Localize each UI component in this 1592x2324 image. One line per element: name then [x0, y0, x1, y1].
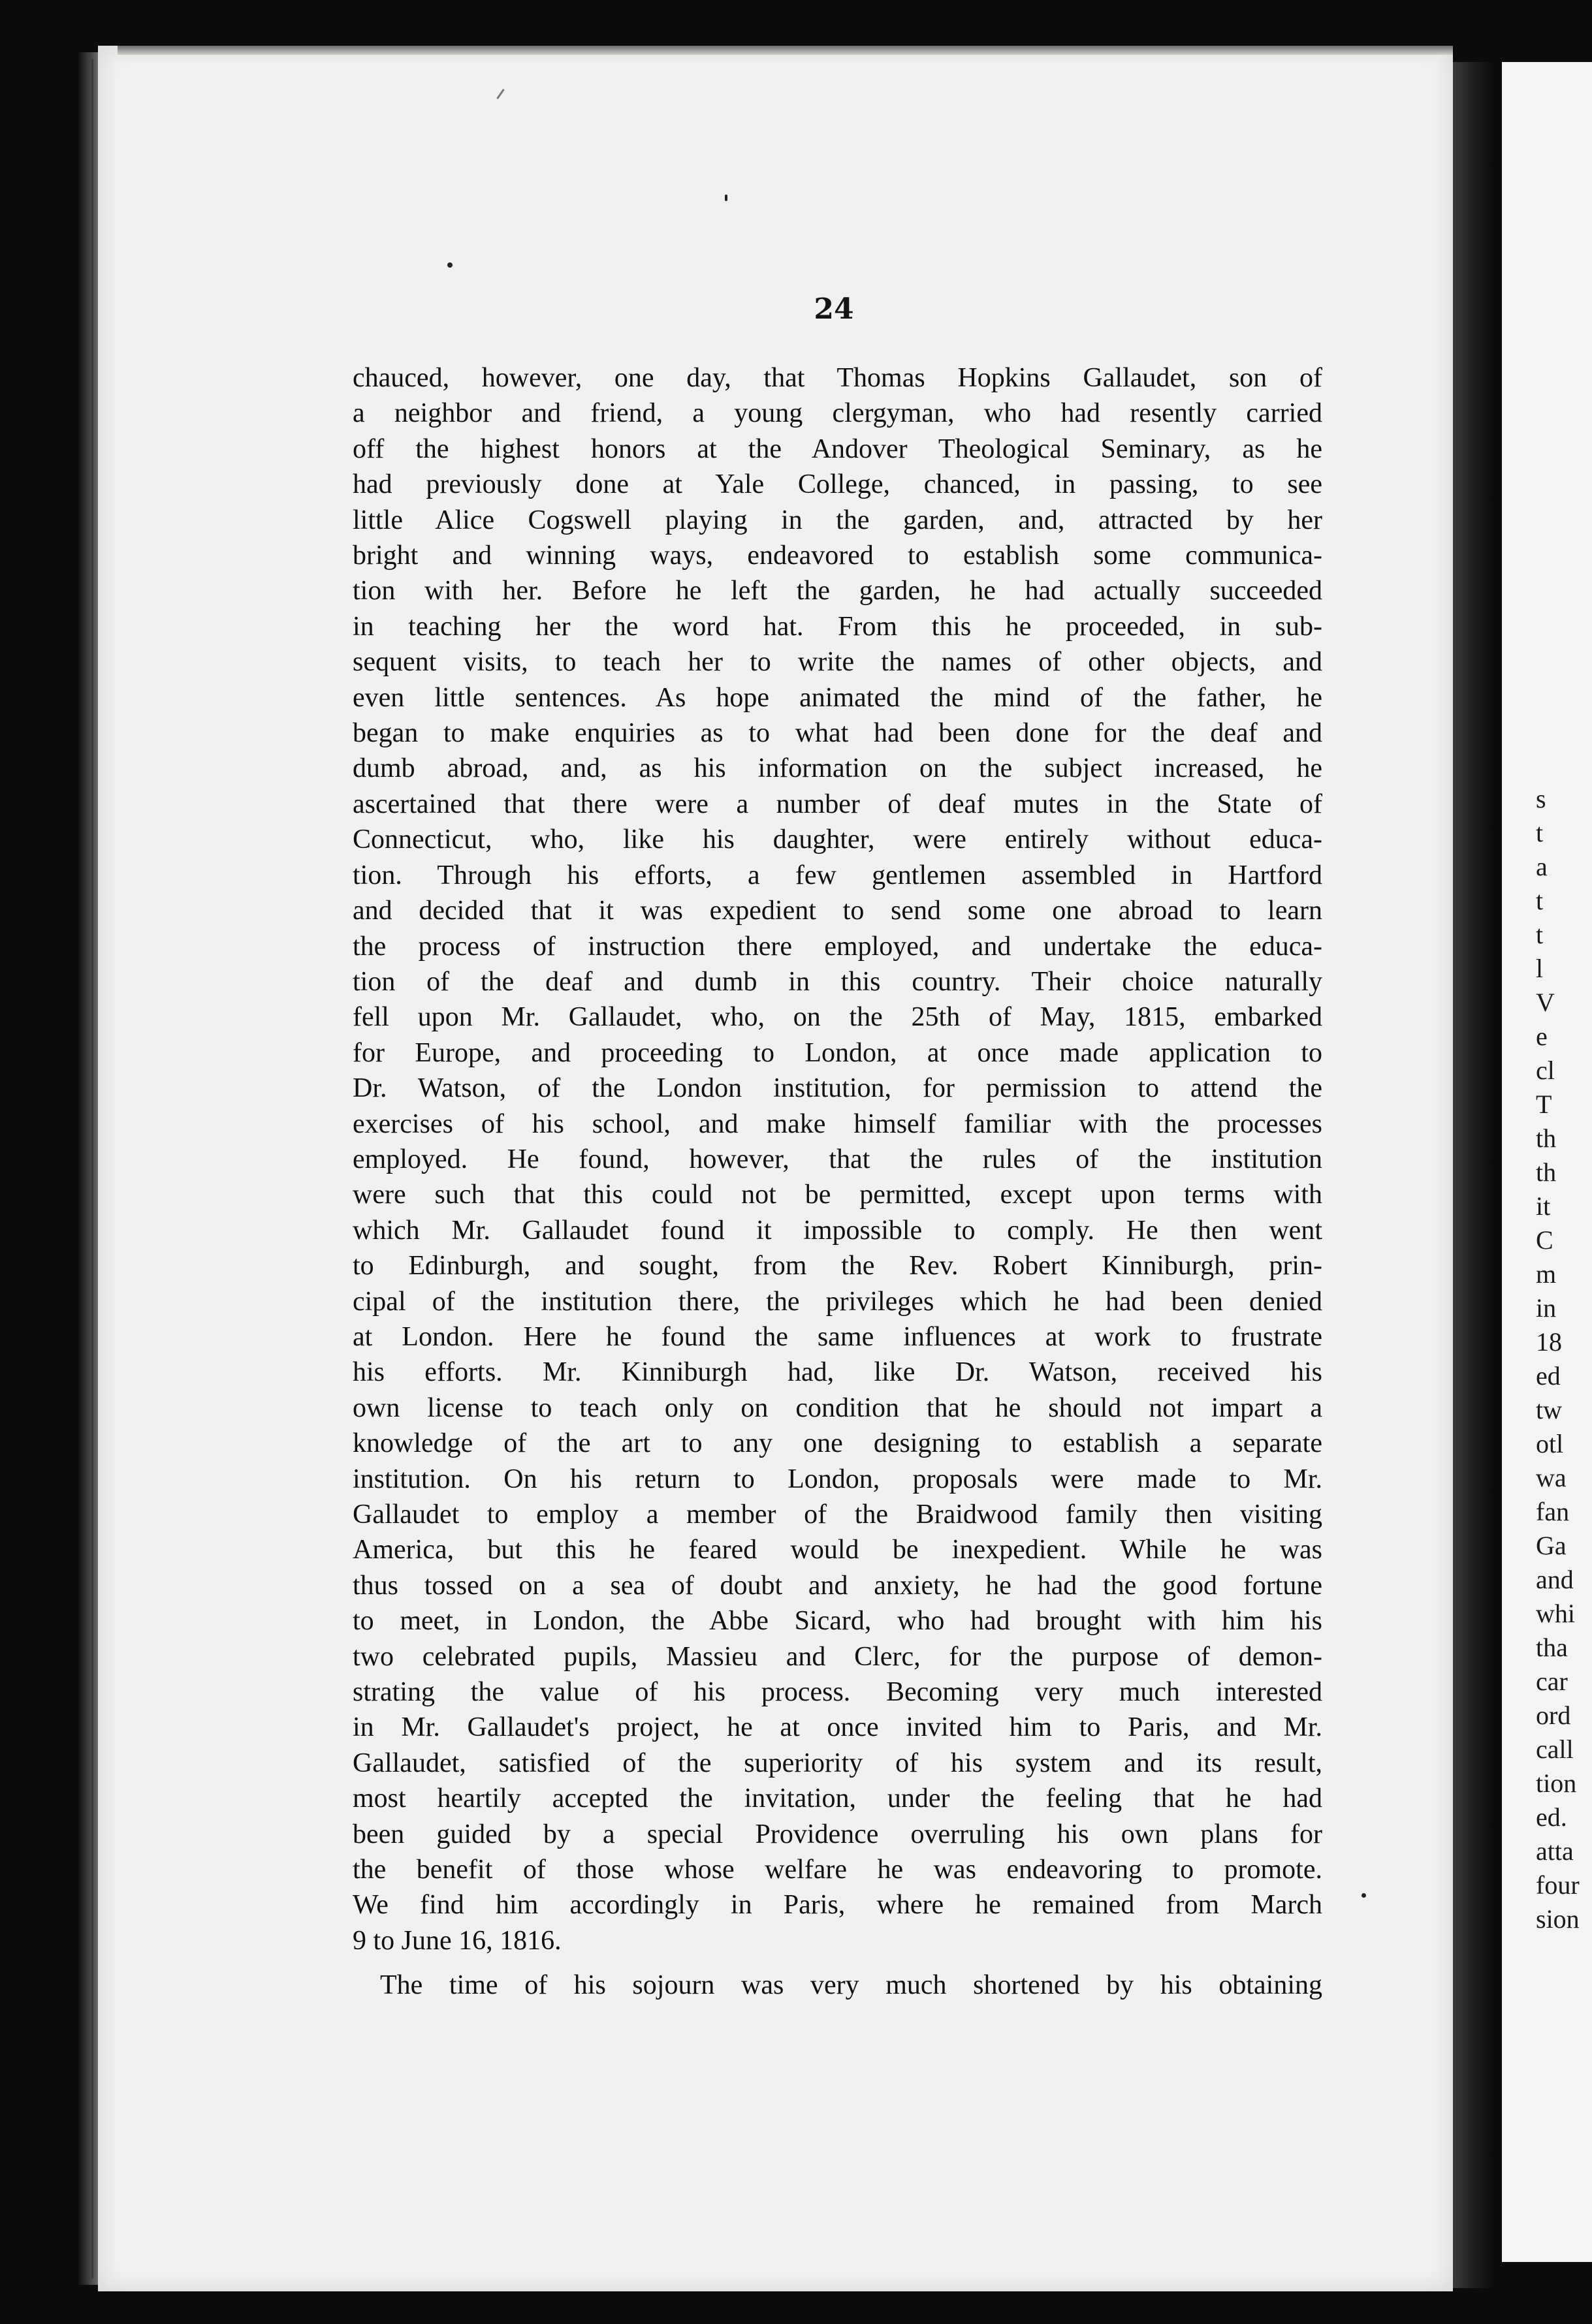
text-line: in Mr. Gallaudet's project, he at once invited him to Paris, and Mr. [353, 1712, 1322, 1743]
binding-edge-line [91, 59, 93, 2278]
adjacent-page-fragment: t [1536, 920, 1544, 949]
adjacent-page-fragment: otl [1536, 1429, 1564, 1458]
adjacent-page-fragment: fan [1536, 1497, 1570, 1526]
text-line: ascertained that there were a number of deaf mutes in the State of [353, 789, 1322, 819]
text-line: exercises of his school, and make himself familiar with the processes [353, 1108, 1322, 1139]
adjacent-page-fragment: th [1536, 1123, 1557, 1153]
adjacent-page-fragment: th [1536, 1157, 1557, 1187]
adjacent-page-fragment: 18 [1536, 1327, 1562, 1357]
text-line: a neighbor and friend, a young clergyman, who had resently carried [353, 398, 1322, 429]
text-line: been guided by a special Providence overruling his own plans for [353, 1819, 1322, 1849]
text-line: the process of instruction there employed, and undertake the educa- [353, 931, 1322, 962]
text-line: own license to teach only on condition that he should not impart a [353, 1392, 1322, 1423]
text-line: to meet, in London, the Abbe Sicard, who had brought with him his [353, 1606, 1322, 1637]
text-line: The time of his sojourn was very much shortened by his obtaining [380, 1970, 1322, 2001]
text-line: in teaching her the word hat. From this he proceeded, in sub- [353, 611, 1322, 642]
print-speck [447, 262, 453, 268]
text-line: little Alice Cogswell playing in the garden, and, attracted by her [353, 505, 1322, 535]
adjacent-page-fragment: t [1536, 818, 1544, 847]
text-line: Connecticut, who, like his daughter, were entirely without educa- [353, 824, 1322, 855]
adjacent-page-fragment: Ga [1536, 1531, 1567, 1560]
adjacent-page-fragment: a [1536, 852, 1548, 881]
text-line: chauced, however, one day, that Thomas Hopkins Gallaudet, son of [353, 363, 1322, 393]
page-top-edge [118, 46, 1453, 55]
text-line: knowledge of the art to any one designing to establish a separate [353, 1428, 1322, 1459]
adjacent-page-fragment: wa [1536, 1463, 1567, 1492]
adjacent-page-fragment: e [1536, 1022, 1548, 1051]
adjacent-page-fragment: and [1536, 1565, 1574, 1594]
text-line: for Europe, and proceeding to London, at once made application to [353, 1037, 1322, 1068]
adjacent-page-fragment: tw [1536, 1395, 1562, 1424]
text-line: two celebrated pupils, Massieu and Clerc, for the purpose of demon- [353, 1641, 1322, 1672]
text-line: Gallaudet to employ a member of the Braidwood family then visiting [353, 1500, 1322, 1530]
text-line: thus tossed on a sea of doubt and anxiety, he had the good fortune [353, 1570, 1322, 1601]
adjacent-page-fragment: four [1536, 1870, 1580, 1900]
page-body-text [353, 360, 1322, 2003]
adjacent-page-fragment: car [1536, 1667, 1568, 1696]
text-line: cipal of the institution there, the privileges which he had been denied [353, 1286, 1322, 1317]
paragraph-gap [353, 1958, 1322, 1968]
text-line: fell upon Mr. Gallaudet, who, on the 25th of May, 1815, embarked [353, 1002, 1322, 1033]
text-line: his efforts. Mr. Kinniburgh had, like Dr. Watson, received his [353, 1357, 1322, 1388]
adjacent-page-fragment: ed [1536, 1361, 1561, 1390]
text-line: began to make enquiries as to what had been done for the deaf and [353, 718, 1322, 749]
page-gutter-shadow [1453, 62, 1492, 2288]
adjacent-page-fragment: it [1536, 1191, 1551, 1221]
adjacent-page-fragment: s [1536, 784, 1546, 813]
adjacent-page-fragment: atta [1536, 1836, 1574, 1866]
adjacent-page-fragment: sion [1536, 1904, 1580, 1934]
text-line: Dr. Watson, of the London institution, for permission to attend the [353, 1073, 1322, 1104]
text-line: employed. He found, however, that the rules of the institution [353, 1144, 1322, 1174]
text-line: had previously done at Yale College, chanced, in passing, to see [353, 469, 1322, 500]
text-line: bright and winning ways, endeavored to establish some communica- [353, 541, 1322, 571]
text-line: even little sentences. As hope animated the mind of the father, he [353, 682, 1322, 713]
text-line: were such that this could not be permitted, except upon terms with [353, 1180, 1322, 1210]
text-line: dumb abroad, and, as his information on the subject increased, he [353, 753, 1322, 784]
text-line: Gallaudet, satisfied of the superiority of his system and its result, [353, 1748, 1322, 1778]
adjacent-page-fragment: ord [1536, 1701, 1571, 1730]
text-line: sequent visits, to teach her to write the names of other objects, and [353, 647, 1322, 678]
print-speck [1361, 1893, 1366, 1898]
text-line: tion. Through his efforts, a few gentlemen assembled in Hartford [353, 860, 1322, 890]
text-line: America, but this he feared would be inexpedient. While he was [353, 1535, 1322, 1565]
adjacent-page-fragment: ed. [1536, 1802, 1567, 1832]
adjacent-page-fragment: t [1536, 886, 1544, 915]
adjacent-page-fragment: in [1536, 1293, 1557, 1323]
text-line: institution. On his return to London, proposals were made to Mr. [353, 1464, 1322, 1494]
adjacent-page-fragment: call [1536, 1735, 1574, 1764]
adjacent-page-fragment: cl [1536, 1056, 1555, 1085]
adjacent-page-fragment: T [1536, 1090, 1552, 1119]
adjacent-page-fragment: m [1536, 1259, 1557, 1289]
text-line: and decided that it was expedient to send some one abroad to learn [353, 896, 1322, 926]
adjacent-page-fragment: V [1536, 988, 1555, 1017]
print-speck [725, 195, 727, 201]
adjacent-page-fragment: tion [1536, 1768, 1577, 1798]
adjacent-page-fragment: tha [1536, 1633, 1568, 1662]
adjacent-page-fragment: whi [1536, 1599, 1575, 1628]
adjacent-page-fragment: C [1536, 1225, 1553, 1255]
text-line: off the highest honors at the Andover Theological Seminary, as he [353, 433, 1322, 464]
text-line: We find him accordingly in Paris, where he remained from March [353, 1890, 1322, 1921]
page-number: 24 [814, 292, 854, 326]
text-line: most heartily accepted the invitation, under the feeling that he had [353, 1783, 1322, 1814]
text-line: which Mr. Gallaudet found it impossible to comply. He then went [353, 1215, 1322, 1246]
text-line: the benefit of those whose welfare he was endeavoring to promote. [353, 1855, 1322, 1885]
text-line: strating the value of his process. Becoming very much interested [353, 1677, 1322, 1708]
text-line: at London. Here he found the same influences at work to frustrate [353, 1321, 1322, 1352]
text-line: tion of the deaf and dumb in this country. Their choice naturally [353, 966, 1322, 997]
text-line: 9 to June 16, 1816. [353, 1925, 562, 1956]
text-line: to Edinburgh, and sought, from the Rev. Robert Kinniburgh, prin- [353, 1251, 1322, 1281]
adjacent-page-fragment: l [1536, 954, 1544, 983]
text-line: tion with her. Before he left the garden, he had actually succeeded [353, 576, 1322, 606]
